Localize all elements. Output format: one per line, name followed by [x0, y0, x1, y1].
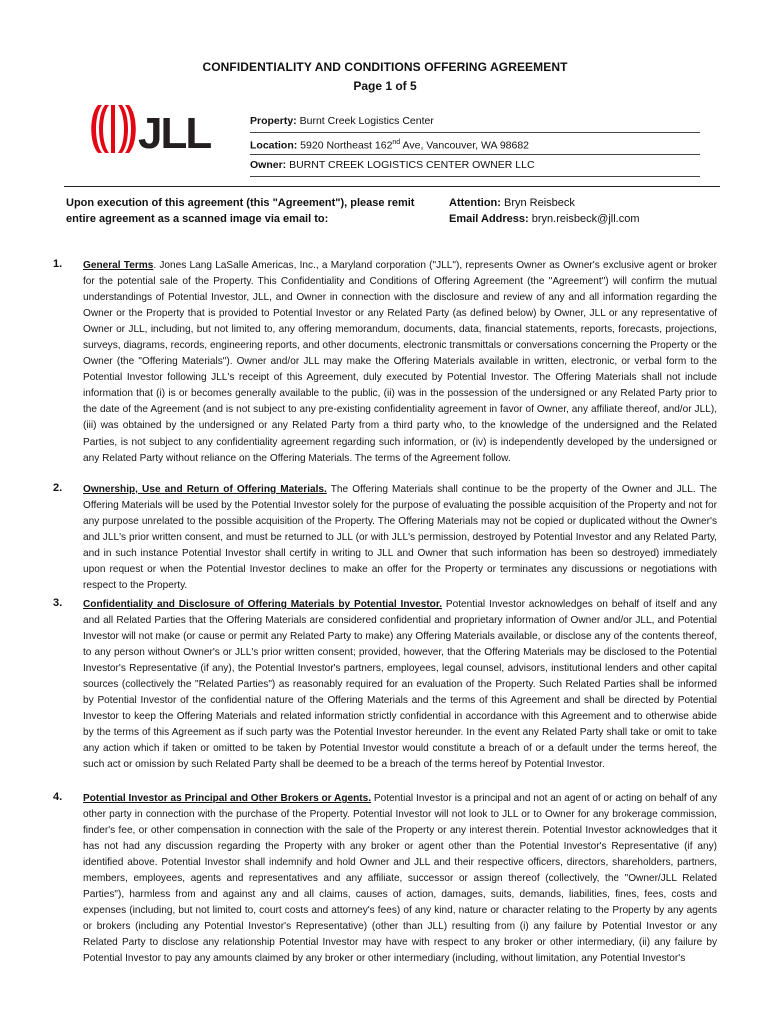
jll-logo-text: JLL: [138, 109, 211, 157]
property-value: Burnt Creek Logistics Center: [299, 115, 434, 127]
jll-logo: [88, 101, 212, 157]
email-line: [449, 211, 729, 227]
section-text: The Offering Materials shall continue to be the property of the Owner and JLL. The Offering Materials will be used by the Potential Investor solely for the purpose of evaluating the possible acquisition of the Property and not for any purpose unrelated to the possible acquisition of the Property. The Offering Materials may not be copied or duplicated without the Owner's and JLL's prior written consent, and must be returned to JLL (or with JLL's permission, destroyed by Potential Investor and any Related Party, and in such instance Potential Investor shall certify in writing to JLL and Owner that such information has been so destroyed) immediately upon request or when the Potential Investor declines to make an offer for the Property or terminates any discussions or negotiations with respect to the Property.: [83, 484, 717, 592]
page-number: Page 1 of 5: [353, 79, 417, 93]
owner-value: BURNT CREEK LOGISTICS CENTER OWNER LLC: [289, 159, 535, 171]
location-value-2: Ave, Vancouver, WA 98682: [402, 139, 530, 152]
section-heading: Potential Investor as Principal and Other Brokers or Agents.: [83, 793, 372, 804]
section-text: Potential Investor acknowledges on behalf of itself and any and all Related Parties that the Offering Materials are considered confidential and proprietary information of Owner and/or JLL, and Potential Investor will not make (or cause or permit any Related Party to make) any Offering Materials available, or disclose any of the contents thereof, to any person without Owner's or JLL's prior written consent; provided, however, that the Offering Materials may be disclosed to the Potential Investor's Representative (if any), the Potential Investor's partners, employees, legal counsel, advisors, institutional lenders and other capital sources (collectively the "Related Parties") as reasonably required for an evaluation of the Property. Such Related Parties shall be informed by Potential Investor of the confidential nature of the Offering Materials and the terms of this Agreement and shall be directed by Potential Investor to keep the Offering Materials and related information strictly confidential in accordance with this Agreement and to otherwise abide by the terms of this Agreement as if such party was the Potential Investor hereunder. In the event any Related Party shall take or omit to take any action which if taken or omitted to be taken by Potential Investor would constitute a breach of or a default under the terms hereof, the such act or omission by such Related Party shall be deemed to be a breach of the terms hereof by Potential Investor.: [83, 599, 717, 771]
section-number: 4.: [53, 791, 63, 803]
section-heading: Confidentiality and Disclosure of Offering Materials by Potential Investor.: [83, 599, 443, 610]
attention-value: Bryn Reisbeck: [504, 197, 575, 209]
section-number: 3.: [53, 597, 63, 609]
location-sup: nd: [392, 139, 401, 146]
contact-block: [449, 195, 729, 227]
section-body: [83, 258, 717, 467]
property-details: [250, 113, 535, 179]
section-number: 1.: [53, 258, 63, 270]
property-divider: [250, 132, 700, 133]
property-label: Property:: [250, 115, 297, 127]
section-body: [83, 597, 717, 774]
section-text: Potential Investor is a principal and not an agent of or acting on behalf of any other party in connection with the purchase of the Property. Potential Investor will not look to JLL or to Owner for any brokerage commission, finder's fee, or other compensation in connection with the sale of the Property or any interest therein. Potential Investor acknowledges that it has not had any discussion regarding the Property with any broker or agent other than the Potential Investor's Representative (if any) identified above. Potential Investor shall indemnify and hold Owner and JLL and their respective officers, directors, shareholders, partners, members, employees, agents and representatives and any affiliate, successor or assign thereof (collectively, the "Owner/JLL Related Parties"), harmless from and against any and all claims, causes of action, damages, suits, demands, liabilities, fines, fees, costs and expenses (including, but not limited to, court costs and attorney's fees) of any kind, nature or character relating to the Property by any agents or brokers (including any Potential Investor's Representative) (other than JLL) resulting from (i) any failure by Potential Investor or any Related Party to disclose any relationship Potential Investor may have with respect to any broker or other intermediary, (ii) any failure by Potential Investor to pay any amounts claimed by any broker or other intermediary (including, without limitation, any Potential Investor's: [83, 793, 717, 965]
header-divider: [64, 186, 720, 187]
execution-instruction: Upon execution of this agreement (this "Agreement"), please remit entire agreement as a scanned image via email to:: [66, 197, 415, 225]
email-value[interactable]: bryn.reisbeck@jll.com: [531, 213, 640, 225]
section-heading: General Terms: [83, 260, 154, 271]
email-label: Email Address:: [449, 213, 529, 225]
document-title: CONFIDENTIALITY AND CONDITIONS OFFERING AGREEMENT: [202, 60, 568, 74]
section-body: [83, 791, 717, 968]
attention-line: [449, 195, 729, 211]
jll-logo-mark: [91, 105, 136, 153]
location-label: Location:: [250, 139, 298, 152]
location-value: 5920 Northeast 162: [300, 139, 393, 152]
owner-label: Owner:: [250, 159, 287, 171]
section-number: 2.: [53, 482, 63, 494]
section-heading: Ownership, Use and Return of Offering Materials.: [83, 484, 327, 495]
section-body: [83, 482, 717, 594]
attention-label: Attention:: [449, 197, 501, 209]
location-divider: [250, 154, 700, 155]
owner-divider: [250, 176, 700, 177]
section-text: . Jones Lang LaSalle Americas, Inc., a Maryland corporation ("JLL"), represents Owner as Owner's exclusive agent or broker for the potential sale of the Property. This Confidentiality and Conditions of Offering Agreement (the "Agreement") will confirm the mutual understandings of Potential Investor, JLL, and Owner in connection with the disclosure and review of any and all information regarding the Owner or the Property that is provided to Potential Investor or any Related Party (as defined below) by Owner, JLL or any representative of Owner or JLL, including, but not limited to, any offering memorandum, documents, data, financial statements, reports, forecasts, projections, surveys, diagrams, records, engineering reports, and other documents, electronic transmittals or conversations concerning the Property or the Owner (the "Offering Materials"). Owner and/or JLL may make the Offering Materials available in written, electronic, or verbal form to the Potential Investor following JLL's receipt of this Agreement, duly executed by Potential Investor. The Offering Materials shall not include information that (i) is or becomes generally available to the public, (ii) was in the possession of the undersigned or any Related Party prior to the date of the Agreement (and is not subject to any pre-existing confidentiality agreement in favor of Owner, any affiliate thereof, and/or JLL), (iii) was obtained by the undersigned or any Related Party from a third party who, to the knowledge of the undersigned and the Related Parties, is not subject to any confidentiality agreement regarding such information, or (iv) is independently developed by the undersigned or any Related Party without reliance on the Offering Materials. The terms of the Agreement follow.: [83, 260, 717, 464]
